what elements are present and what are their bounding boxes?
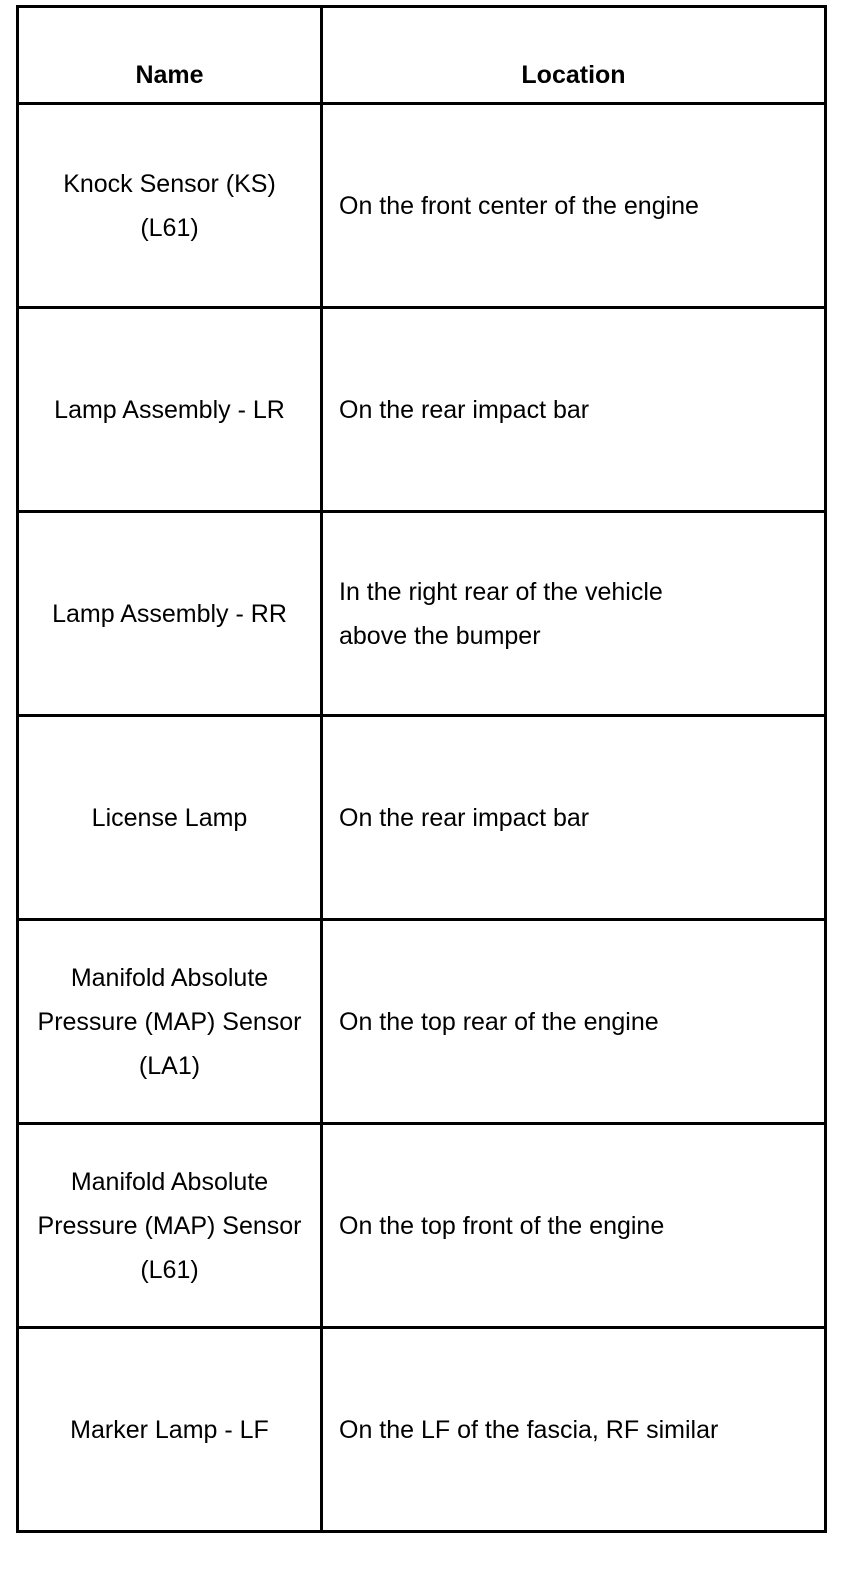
component-name: Lamp Assembly - LR bbox=[54, 395, 285, 424]
component-name: Knock Sensor (KS) (L61) bbox=[63, 169, 276, 242]
name-cell bbox=[18, 1124, 322, 1328]
component-location: On the rear impact bar bbox=[339, 395, 590, 424]
component-location: In the right rear of the vehicle above the bumper bbox=[339, 577, 663, 650]
component-locator-table bbox=[16, 5, 827, 1533]
component-name: Lamp Assembly - RR bbox=[52, 599, 287, 628]
header-location: Location bbox=[322, 7, 826, 104]
component-locator-table-container bbox=[16, 5, 824, 1533]
location-cell bbox=[322, 920, 826, 1124]
name-cell bbox=[18, 104, 322, 308]
name-cell bbox=[18, 512, 322, 716]
name-cell bbox=[18, 716, 322, 920]
table-row bbox=[18, 1328, 826, 1532]
location-cell bbox=[322, 512, 826, 716]
table-header-row bbox=[18, 7, 826, 104]
component-name: Manifold Absolute Pressure (MAP) Sensor (L61) bbox=[37, 1167, 302, 1284]
location-cell bbox=[322, 104, 826, 308]
table-row bbox=[18, 920, 826, 1124]
location-cell bbox=[322, 1328, 826, 1532]
component-location: On the LF of the fascia, RF similar bbox=[339, 1415, 719, 1444]
component-location: On the rear impact bar bbox=[339, 803, 590, 832]
table-row bbox=[18, 1124, 826, 1328]
location-cell bbox=[322, 308, 826, 512]
table-row bbox=[18, 512, 826, 716]
component-name: Marker Lamp - LF bbox=[70, 1415, 269, 1444]
component-location: On the front center of the engine bbox=[339, 191, 699, 220]
location-cell bbox=[322, 1124, 826, 1328]
name-cell bbox=[18, 308, 322, 512]
table-row bbox=[18, 104, 826, 308]
name-cell bbox=[18, 920, 322, 1124]
component-location: On the top rear of the engine bbox=[339, 1007, 659, 1036]
table-row bbox=[18, 716, 826, 920]
table-row bbox=[18, 308, 826, 512]
name-cell bbox=[18, 1328, 322, 1532]
location-cell bbox=[322, 716, 826, 920]
component-location: On the top front of the engine bbox=[339, 1211, 665, 1240]
header-name: Name bbox=[18, 7, 322, 104]
component-name: Manifold Absolute Pressure (MAP) Sensor (LA1) bbox=[37, 963, 302, 1080]
component-name: License Lamp bbox=[91, 803, 248, 832]
